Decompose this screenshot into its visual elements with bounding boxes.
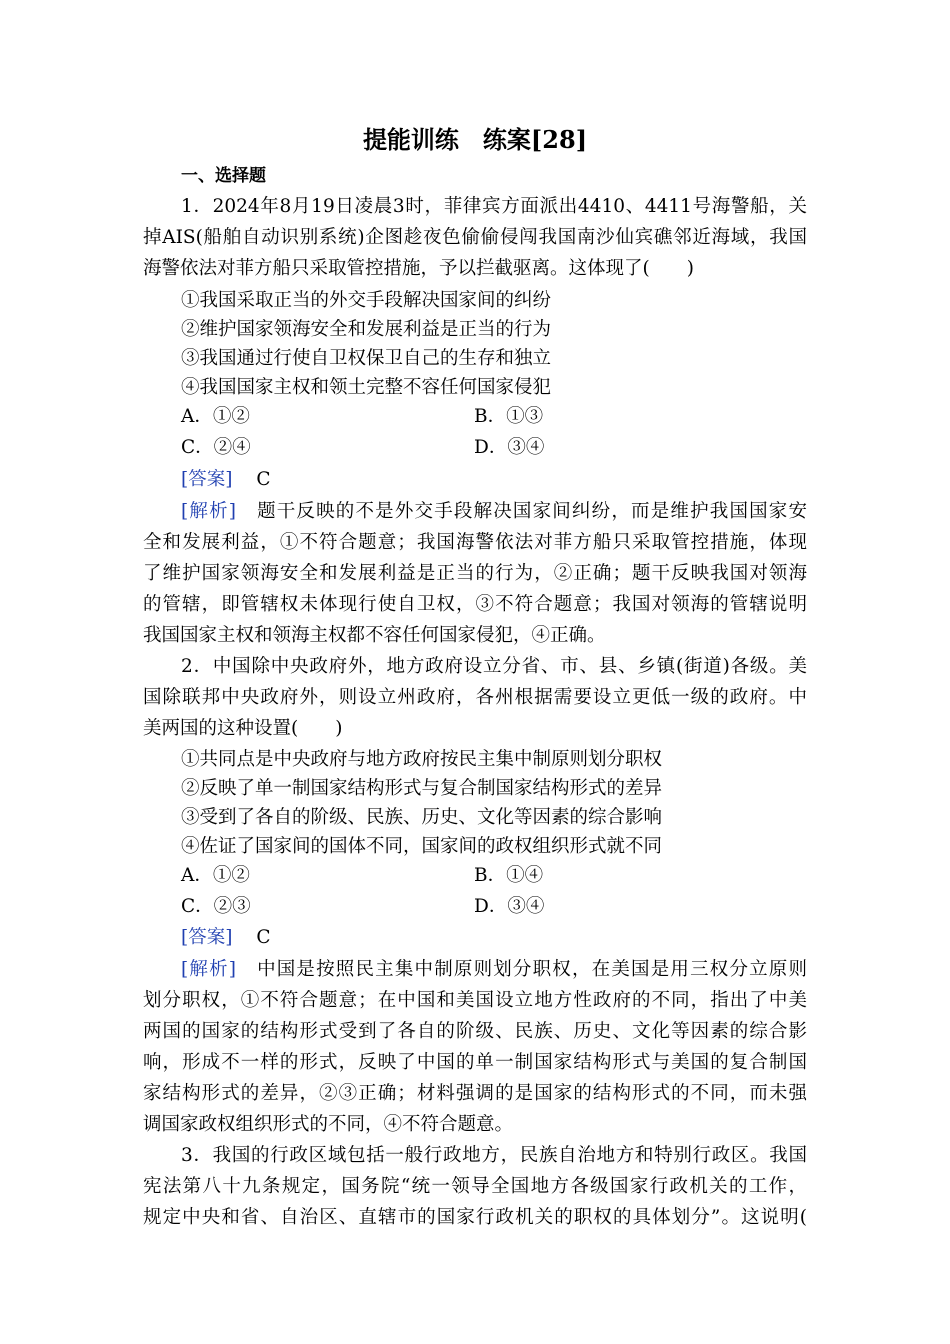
answer-label: [答案] xyxy=(181,469,233,490)
q2-answer xyxy=(181,925,807,951)
q2-statement: ②反映了单一制国家结构形式与复合制国家结构形式的差异 xyxy=(181,778,663,799)
q1-statement: ②维护国家领海安全和发展利益是正当的行为 xyxy=(181,319,552,340)
q1-option-b: B．①③ xyxy=(474,406,544,427)
q1-analysis-line xyxy=(181,499,807,525)
q2-analysis-line: 响，形成不一样的形式，反映了中国的单一制国家结构形式与美国的复合制国 xyxy=(143,1052,807,1073)
q1-option-a: A．①② xyxy=(181,406,250,427)
q2-option-c: C．②③ xyxy=(181,896,251,917)
q2-option-a: A．①② xyxy=(181,865,250,886)
q1-analysis-line: 全和发展利益，①不符合题意；我国海警依法对菲方船只采取管控措施，体现 xyxy=(143,532,807,553)
q2-analysis-line xyxy=(181,957,807,983)
analysis-label: [解析] xyxy=(181,959,236,980)
q3-stem-line: 宪法第八十九条规定，国务院“统一领导全国地方各级国家行政机关的工作， xyxy=(143,1176,807,1197)
section-heading: 一、选择题 xyxy=(181,166,266,186)
answer-value: C xyxy=(256,927,271,948)
q2-analysis-line: 两国的国家的结构形式受到了各自的阶级、民族、历史、文化等因素的综合影 xyxy=(143,1021,807,1042)
q2-option-d: D．③④ xyxy=(474,896,545,917)
answer-label: [答案] xyxy=(181,927,233,948)
q1-analysis-line: 我国国家主权和领海主权都不容任何国家侵犯，④正确。 xyxy=(143,625,606,646)
q2-statement: ④佐证了国家间的国体不同，国家间的政权组织形式就不同 xyxy=(181,836,663,857)
q1-statement: ①我国采取正当的外交手段解决国家间的纠纷 xyxy=(181,290,552,311)
q2-stem-line: 国除联邦中央政府外，则设立州政府，各州根据需要设立更低一级的政府。中 xyxy=(143,687,807,708)
analysis-text: 中国是按照民主集中制原则划分职权，在美国是用三权分立原则 xyxy=(257,959,807,980)
q1-option-d: D．③④ xyxy=(474,437,545,458)
q2-stem-line: 2．中国除中央政府外，地方政府设立分省、市、县、乡镇(街道)各级。美 xyxy=(181,656,807,677)
q2-analysis-line: 家结构形式的差异，②③正确；材料强调的是国家的结构形式的不同，而未强 xyxy=(143,1083,807,1104)
q1-stem-line: 海警依法对菲方船只采取管控措施，予以拦截驱离。这体现了( ) xyxy=(143,258,694,279)
q1-option-c: C．②④ xyxy=(181,437,251,458)
q1-analysis-line: 了维护国家领海安全和发展利益是正当的行为，②正确；题干反映我国对领海 xyxy=(143,563,807,584)
analysis-text: 题干反映的不是外交手段解决国家间纠纷，而是维护我国国家安 xyxy=(257,501,807,522)
q1-answer xyxy=(181,467,807,493)
q3-stem-line: 3．我国的行政区域包括一般行政地方，民族自治地方和特别行政区。我国 xyxy=(181,1145,807,1166)
q2-analysis-line: 划分职权，①不符合题意；在中国和美国设立地方性政府的不同，指出了中美 xyxy=(143,990,807,1011)
q1-analysis-line: 的管辖，即管辖权未体现行使自卫权，③不符合题意；我国对领海的管辖说明 xyxy=(143,594,807,615)
q2-statement: ③受到了各自的阶级、民族、历史、文化等因素的综合影响 xyxy=(181,807,663,828)
q1-stem-line: 掉AIS(船舶自动识别系统)企图趁夜色偷偷侵闯我国南沙仙宾礁邻近海域，我国 xyxy=(143,227,807,248)
q2-option-b: B．①④ xyxy=(474,865,544,886)
answer-value: C xyxy=(256,469,271,490)
analysis-label: [解析] xyxy=(181,501,236,522)
q3-stem-line: 规定中央和省、自治区、直辖市的国家行政机关的职权的具体划分”。这说明( xyxy=(143,1207,807,1228)
q1-statement: ③我国通过行使自卫权保卫自己的生存和独立 xyxy=(181,348,552,369)
page-title: 提能训练 练案[28] xyxy=(362,125,588,154)
q2-stem-line: 美两国的这种设置( ) xyxy=(143,718,343,739)
q2-analysis-line: 调国家政权组织形式的不同，④不符合题意。 xyxy=(143,1114,514,1135)
q1-statement: ④我国国家主权和领土完整不容任何国家侵犯 xyxy=(181,377,552,398)
q1-stem-line: 1．2024年8月19日凌晨3时，菲律宾方面派出4410、4411号海警船，关 xyxy=(181,196,807,217)
q2-statement: ①共同点是中央政府与地方政府按民主集中制原则划分职权 xyxy=(181,749,663,770)
